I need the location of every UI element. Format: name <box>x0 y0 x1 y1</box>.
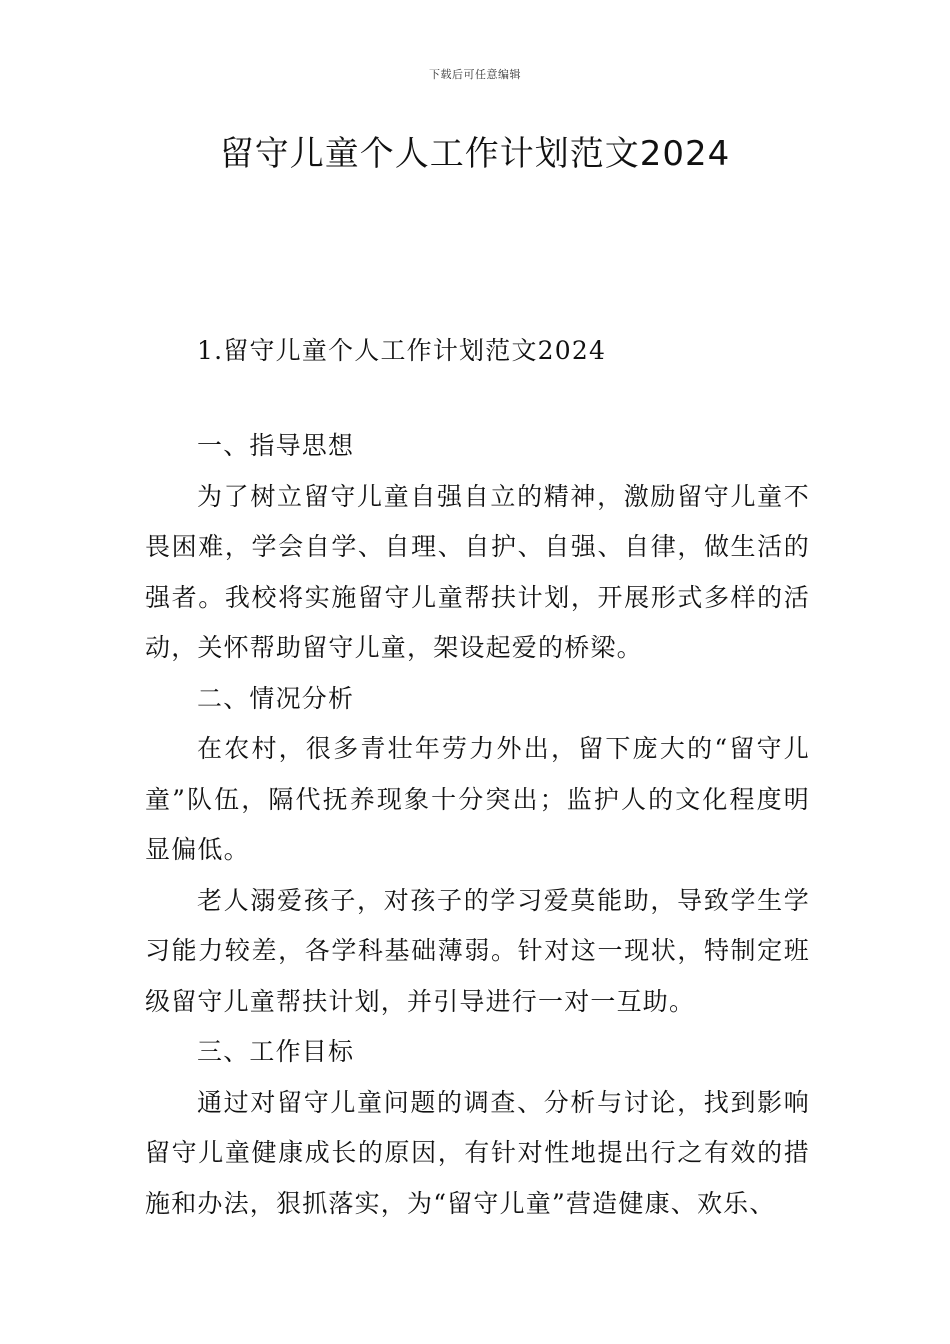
section-heading-guiding-ideology: 一、指导思想 <box>197 431 355 460</box>
paragraph-situation-2: 老人溺爱孩子，对孩子的学习爱莫能助，导致学生学习能力较差，各学科基础薄弱。针对这一现状，特制定班级留守儿童帮扶计划，并引导进行一对一互助。 <box>145 885 810 1016</box>
paragraph-situation-1: 在农村，很多青壮年劳力外出，留下庞大的“留守儿童”队伍，隔代抚养现象十分突出；监护人的文化程度明显偏低。 <box>145 734 810 864</box>
document-subtitle: 1.留守儿童个人工作计划范文2024 <box>197 336 607 365</box>
section-heading-situation-analysis: 二、情况分析 <box>197 683 355 713</box>
paragraph-work-goals: 通过对留守儿童问题的调查、分析与讨论，找到影响留守儿童健康成长的原因，有针对性地提出行之有效的措施和办法，狠抓落实，为“留守儿童”营造健康、欢乐、 <box>145 1087 810 1218</box>
paragraph-guiding-ideology: 为了树立留守儿童自强自立的精神，激励留守儿童不畏困难，学会自学、自理、自护、自强、自律，做生活的强者。我校将实施留守儿童帮扶计划，开展形式多样的活动，关怀帮助留守儿童，架设起爱的桥梁。 <box>145 481 810 662</box>
document-body <box>145 421 810 1229</box>
section-heading-work-goals: 三、工作目标 <box>197 1037 355 1066</box>
document-title: 留守儿童个人工作计划范文2024 <box>219 134 731 174</box>
header-note: 下载后可任意编辑 <box>429 68 521 81</box>
